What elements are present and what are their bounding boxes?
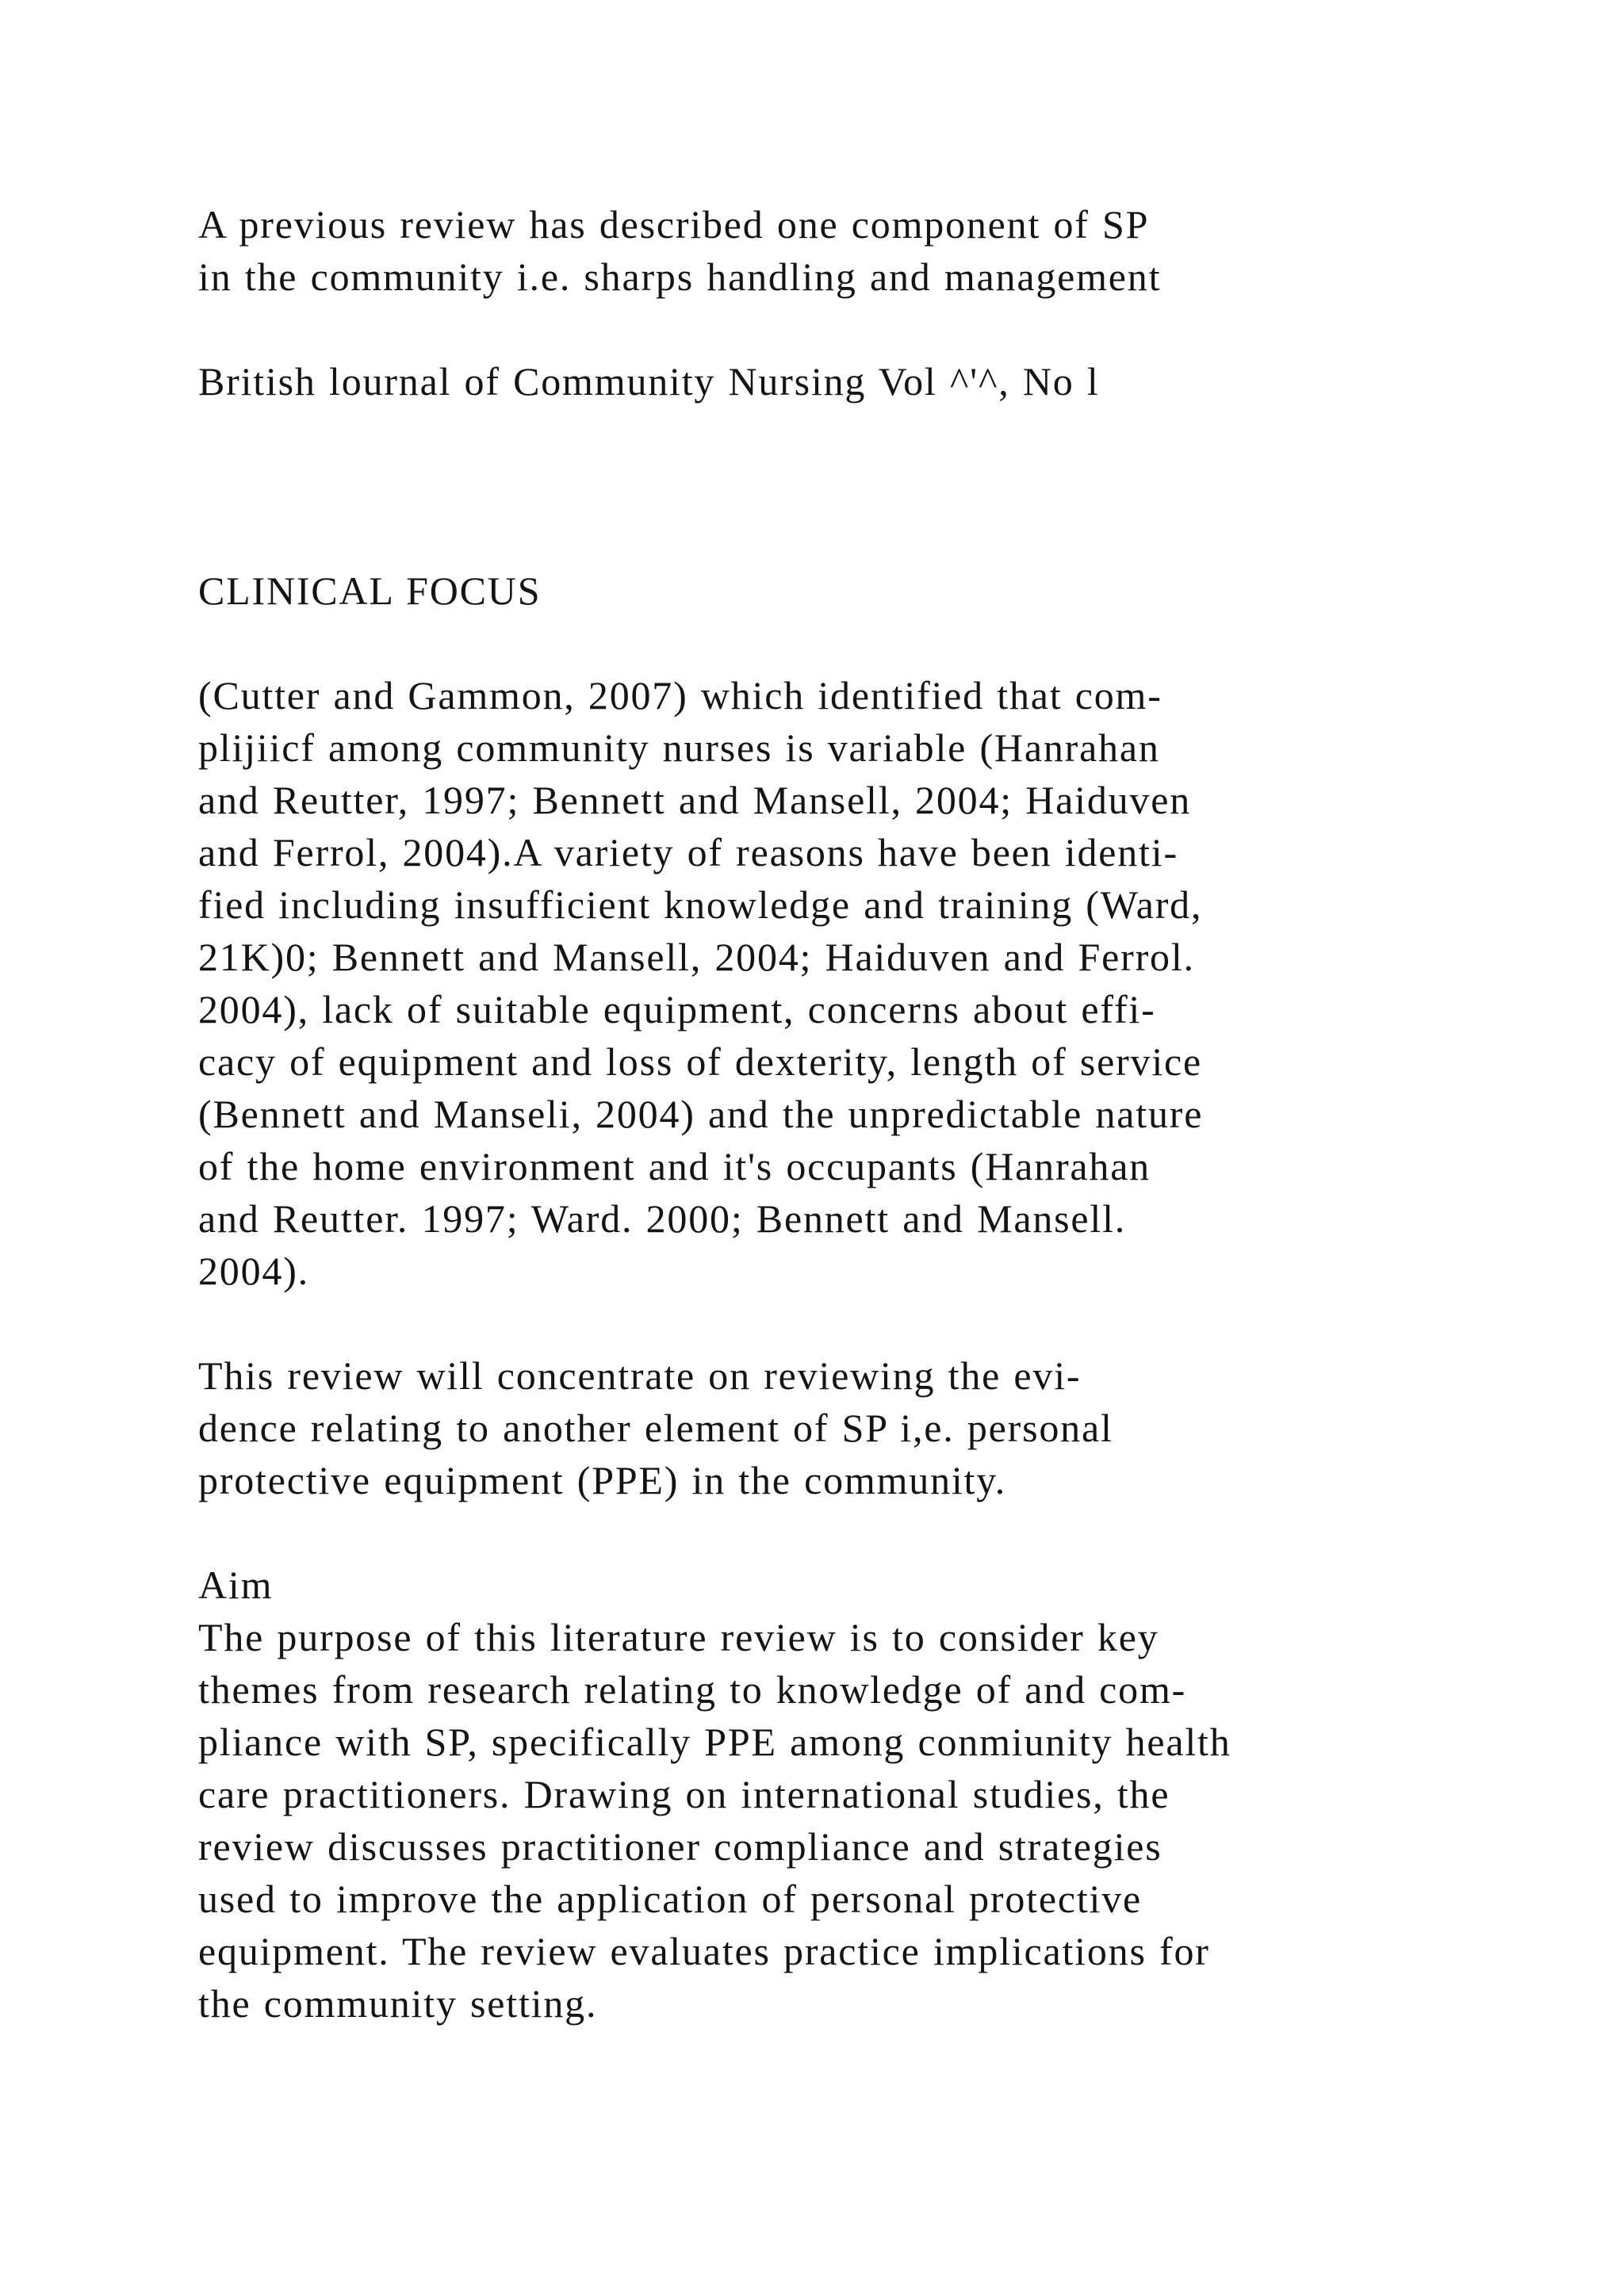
para1-line-3: and Reutter, 1997; Bennett and Mansell, 2004; Haiduven — [198, 778, 1192, 822]
aim-heading: Aim — [198, 1563, 274, 1607]
para1-line-11: and Reutter. 1997; Ward. 2000; Bennett and Mansell. — [198, 1196, 1127, 1241]
para1-line-7: 2004), lack of suitable equipment, concerns about effi- — [198, 987, 1156, 1031]
aim-line-1: The purpose of this literature review is to consider key — [198, 1615, 1159, 1659]
aim-line-7: equipment. The review evaluates practice implications for — [198, 1929, 1210, 1973]
para1-line-8: cacy of equipment and loss of dexterity, length of service — [198, 1039, 1203, 1084]
aim-line-3: pliance with SP, specifically PPE among conmiunity health — [198, 1720, 1231, 1764]
para1-line-10: of the home environment and it's occupants (Hanrahan — [198, 1144, 1151, 1188]
para1-line-1: (Cutter and Gammon, 2007) which identified that com- — [198, 673, 1162, 718]
para1-line-4: and Ferrol, 2004).A variety of reasons have been identi- — [198, 830, 1178, 874]
aim-line-5: review discusses practitioner compliance and strategies — [198, 1824, 1162, 1869]
aim-line-2: themes from research relating to knowledge of and com- — [198, 1667, 1187, 1712]
section-heading: CLINICAL FOCUS — [198, 568, 542, 613]
para2-line-3: protective equipment (PPE) in the community. — [198, 1458, 1007, 1502]
aim-line-8: the community setting. — [198, 1981, 598, 2026]
para1-line-6: 21K)0; Bennett and Mansell, 2004; Haiduven and Ferrol. — [198, 935, 1195, 979]
para1-line-5: fied including insufficient knowledge and training (Ward, — [198, 882, 1203, 927]
journal-reference: British lournal of Community Nursing Vol ^'^, No l — [198, 359, 1100, 404]
para2-line-1: This review will concentrate on reviewing the evi- — [198, 1353, 1082, 1398]
para1-line-2: plijiicf among community nurses is variable (Hanrahan — [198, 725, 1160, 770]
para1-line-9: (Bennett and Manseli, 2004) and the unpredictable nature — [198, 1092, 1204, 1136]
para1-line-12: 2004). — [198, 1249, 309, 1293]
aim-line-4: care practitioners. Drawing on international studies, the — [198, 1772, 1170, 1816]
aim-line-6: used to improve the application of personal protective — [198, 1877, 1143, 1921]
intro-line-1: A previous review has described one component of SP — [198, 202, 1150, 247]
intro-line-2: in the community i.e. sharps handling and management — [198, 254, 1162, 299]
para2-line-2: dence relating to another element of SP i,e. personal — [198, 1406, 1113, 1450]
